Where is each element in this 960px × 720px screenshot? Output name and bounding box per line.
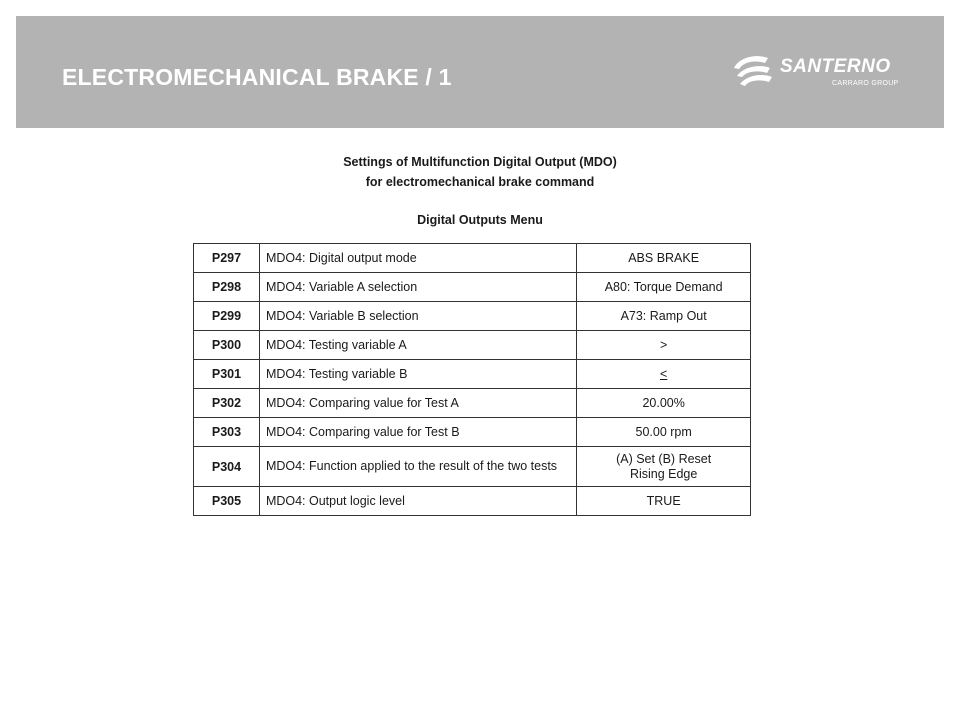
param-value: TRUE	[577, 487, 751, 516]
param-code: P302	[194, 389, 260, 418]
subtitle-line-1: Settings of Multifunction Digital Output (MDO)	[343, 155, 617, 169]
param-value: A80: Torque Demand	[577, 273, 751, 302]
table-row	[194, 447, 751, 487]
santerno-logo-icon	[728, 52, 776, 92]
param-value: 50.00 rpm	[577, 418, 751, 447]
param-description: MDO4: Variable B selection	[259, 302, 576, 331]
param-description: MDO4: Testing variable A	[259, 331, 576, 360]
param-description: MDO4: Testing variable B	[259, 360, 576, 389]
table-row	[194, 273, 751, 302]
param-description: MDO4: Output logic level	[259, 487, 576, 516]
param-description: MDO4: Function applied to the result of the two tests	[259, 447, 576, 487]
param-code: P300	[194, 331, 260, 360]
table-row	[194, 244, 751, 273]
santerno-logo	[728, 52, 928, 96]
param-value	[577, 360, 751, 389]
param-code: P303	[194, 418, 260, 447]
param-description: MDO4: Digital output mode	[259, 244, 576, 273]
param-description: MDO4: Comparing value for Test A	[259, 389, 576, 418]
param-code: P298	[194, 273, 260, 302]
less-equal-symbol: <	[659, 366, 668, 381]
logo-name: SANTERNO	[780, 56, 891, 77]
parameters-table	[193, 243, 751, 516]
table-row	[194, 418, 751, 447]
param-value-line-1: (A) Set (B) Reset	[616, 451, 712, 466]
param-value: 20.00%	[577, 389, 751, 418]
param-description: MDO4: Variable A selection	[259, 273, 576, 302]
param-value: >	[577, 331, 751, 360]
param-code: P297	[194, 244, 260, 273]
menu-title: Digital Outputs Menu	[417, 213, 543, 227]
param-code: P299	[194, 302, 260, 331]
table-row	[194, 331, 751, 360]
param-code: P301	[194, 360, 260, 389]
param-code: P304	[194, 447, 260, 487]
table-row	[194, 360, 751, 389]
param-value: ABS BRAKE	[577, 244, 751, 273]
param-value: A73: Ramp Out	[577, 302, 751, 331]
table-row	[194, 487, 751, 516]
page-title: ELECTROMECHANICAL BRAKE / 1	[62, 64, 452, 90]
param-value-line-2: Rising Edge	[629, 466, 698, 481]
param-value	[577, 447, 751, 487]
subtitle-line-2: for electromechanical brake command	[365, 175, 595, 189]
table-row	[194, 302, 751, 331]
param-description: MDO4: Comparing value for Test B	[259, 418, 576, 447]
table-row	[194, 389, 751, 418]
logo-subtitle: CARRARO GROUP	[832, 80, 899, 87]
header-banner	[16, 16, 944, 128]
param-code: P305	[194, 487, 260, 516]
